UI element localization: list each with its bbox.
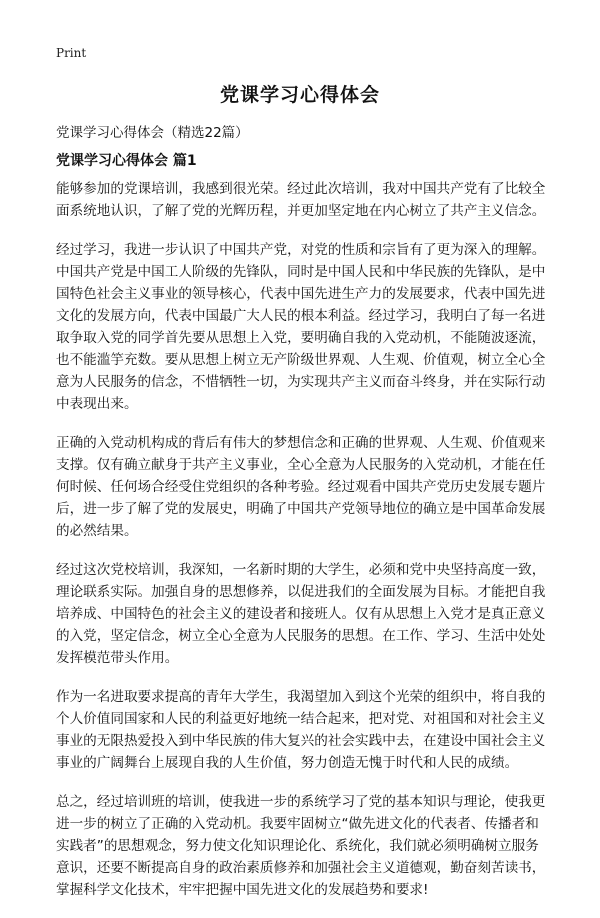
paragraph-line: 的必然结果。	[56, 523, 138, 539]
paragraph-line: 经过这次党校培训，我深知，一名新时期的大学生，必须和党中央坚持高度一致，	[56, 562, 546, 578]
paragraph-line: 实践者”的思想观念，努力使文化知识理论化、系统化，我们就必须明确树立服务	[56, 838, 539, 854]
paragraph-line: 进一步的树立了正确的入党动机。我要牢固树立“做先进文化的代表者、传播者和	[56, 816, 539, 832]
paragraph-line: 理论联系实际。加强自身的思想修养，以促进我们的全面发展为目标。才能把自我	[56, 584, 546, 600]
paragraph-line: 意为人民服务的信念，不惜牺牲一切，为实现共产主义而奋斗终身，并在实际行动	[56, 374, 546, 390]
paragraph-line: 发挥模范带头作用。	[56, 650, 179, 666]
paragraph-line: 国特色社会主义事业的领导核心，代表中国先进生产力的发展要求，代表中国先进	[56, 286, 546, 302]
paragraph-line: 何时候、任何场合经受住党组织的各种考验。经过观看中国共产党历史发展专题片	[56, 479, 546, 495]
paragraph-line: 正确的入党动机构成的背后有伟大的梦想信念和正确的世界观、人生观、价值观来	[56, 435, 546, 451]
body-paragraph	[56, 432, 552, 542]
paragraph-line: 总之，经过培训班的培训，使我进一步的系统学习了党的基本知识与理论，使我更	[56, 794, 546, 810]
section-heading: 党课学习心得体会 篇1	[56, 153, 197, 169]
paragraph-line: 作为一名进取要求提高的青年大学生，我渴望加入到这个光荣的组织中，将自我的	[56, 689, 546, 705]
paragraph-line: 能够参加的党课培训，我感到很光荣。经过此次培训，我对中国共产党有了比较全	[56, 181, 546, 197]
print-label: Print	[56, 46, 87, 60]
paragraph-line: 支撑。仅有确立献身于共产主义事业，全心全意为人民服务的入党动机，才能在任	[56, 457, 546, 473]
body-paragraph	[56, 791, 552, 901]
paragraph-line: 意识，还要不断提高自身的政治素质修养和加强社会主义道德观，勤奋刻苦读书，	[56, 860, 546, 876]
paragraph-line: 掌握科学文化技术，牢牢把握中国先进文化的发展趋势和要求!	[56, 882, 429, 898]
body-paragraph	[56, 686, 552, 774]
document-body	[56, 178, 552, 918]
body-paragraph	[56, 559, 552, 669]
document-subtitle: 党课学习心得体会（精选22篇）	[56, 125, 249, 141]
paragraph-line: 中表现出来。	[56, 396, 138, 412]
body-paragraph	[56, 239, 552, 415]
paragraph-line: 文化的发展方向，代表中国最广大人民的根本利益。经过学习，我明白了每一名进	[56, 308, 546, 324]
paragraph-line: 经过学习，我进一步认识了中国共产党，对党的性质和宗旨有了更为深入的理解。	[56, 242, 546, 258]
paragraph-line: 面系统地认识，了解了党的光辉历程，并更加坚定地在内心树立了共产主义信念。	[56, 203, 546, 219]
paragraph-line: 中国共产党是中国工人阶级的先锋队，同时是中国人民和中华民族的先锋队，是中	[56, 264, 546, 280]
paragraph-line: 后，进一步了解了党的发展史，明确了中国共产党领导地位的确立是中国革命发展	[56, 501, 546, 517]
body-paragraph	[56, 178, 552, 222]
paragraph-line: 也不能滥竽充数。要从思想上树立无产阶级世界观、人生观、价值观，树立全心全	[56, 352, 546, 368]
document-title: 党课学习心得体会	[219, 84, 380, 106]
paragraph-line: 取争取入党的同学首先要从思想上入党，要明确自我的入党动机，不能随波逐流，	[56, 330, 546, 346]
paragraph-line: 的入党，坚定信念，树立全心全意为人民服务的思想。在工作、学习、生活中处处	[56, 628, 546, 644]
paragraph-line: 培养成、中国特色的社会主义的建设者和接班人。仅有从思想上入党才是真正意义	[56, 606, 546, 622]
paragraph-line: 事业的无限热爱投入到中华民族的伟大复兴的社会实践中去，在建设中国社会主义	[56, 733, 546, 749]
paragraph-line: 个人价值同国家和人民的利益更好地统一结合起来，把对党、对祖国和对社会主义	[56, 711, 546, 727]
paragraph-line: 事业的广阔舞台上展现自我的人生价值，努力创造无愧于时代和人民的成绩。	[56, 755, 519, 771]
